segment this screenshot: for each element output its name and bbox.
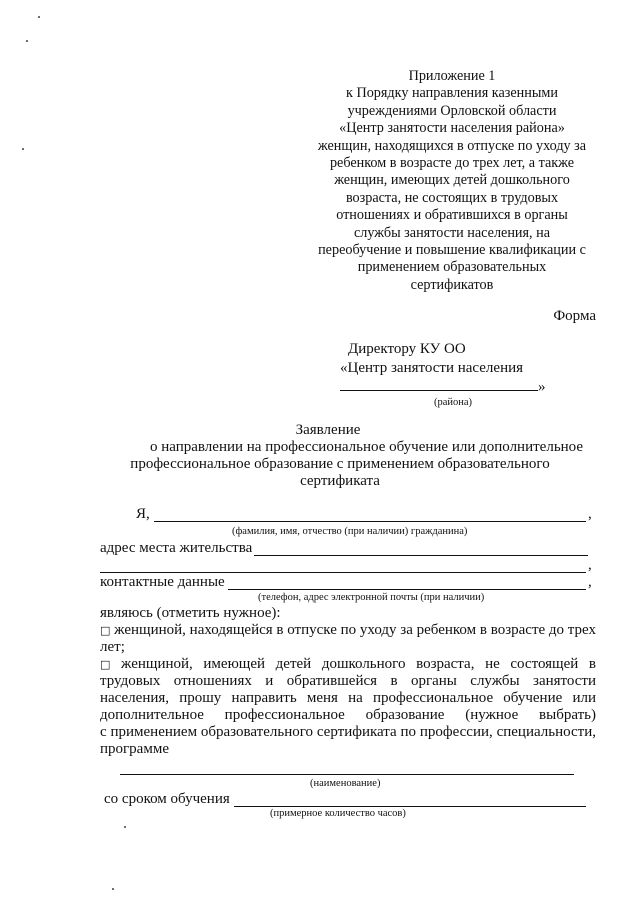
option-2-checkbox[interactable]: □ xyxy=(100,658,111,671)
option-1-checkbox[interactable]: □ xyxy=(100,624,111,637)
name-field[interactable] xyxy=(154,521,586,522)
option-1-text-cont: лет; xyxy=(100,639,125,655)
appendix-line: «Центр занятости населения района» xyxy=(339,120,565,137)
option-2-text: женщиной, имеющей детей дошкольного возраста, не состоящей в xyxy=(121,656,597,672)
i-label: Я, xyxy=(136,506,150,522)
appendix-line: отношениях и обратившихся в органы xyxy=(336,207,568,224)
closing-quote: » xyxy=(538,379,546,395)
appendix-line: к Порядку направления казенными xyxy=(346,85,558,102)
addressee-line-2: «Центр занятости населения xyxy=(340,360,524,376)
addressee-line-1: Директору КУ ОО xyxy=(348,341,466,357)
program-name-field[interactable] xyxy=(120,774,574,775)
contacts-caption: (телефон, адрес электронной почты (при наличии) xyxy=(258,592,485,603)
option-1 xyxy=(100,622,596,656)
being-label: являюсь (отметить нужное): xyxy=(100,605,281,621)
scan-speck xyxy=(38,16,40,18)
appendix-line: сертификатов xyxy=(410,276,494,293)
scan-speck xyxy=(22,148,24,150)
appendix-header xyxy=(296,68,608,294)
option-2-text: населения, прошу направить меня на профессиональное обучение или xyxy=(100,690,596,706)
scan-speck xyxy=(26,40,28,42)
appendix-line: переобучение и повышение квалификации с xyxy=(318,242,586,259)
statement-subtitle-line: профессиональное образование с применением образовательного xyxy=(130,456,550,472)
district-caption: (района) xyxy=(434,397,473,408)
appendix-line: женщин, находящихся в отпуске по уходу за xyxy=(317,137,587,154)
statement-title: Заявление xyxy=(295,422,361,438)
option-2-text: трудовых отношениях и обратившейся в органы службы занятости xyxy=(100,673,596,689)
contacts-label: контактные данные xyxy=(100,574,225,590)
comma: , xyxy=(588,557,592,573)
address-field-line-2[interactable] xyxy=(100,572,586,573)
appendix-line: возраста, не состоящих в трудовых xyxy=(345,189,559,206)
option-1-text: женщиной, находящейся в отпуске по уходу за ребенком в возрасте до трех xyxy=(114,622,597,638)
address-field[interactable] xyxy=(254,555,588,556)
appendix-line: женщин, имеющих детей дошкольного xyxy=(334,172,570,189)
scan-speck xyxy=(124,826,126,828)
option-2-text: с применением образовательного сертификата по профессии, специальности, xyxy=(100,724,596,740)
appendix-line: ребенком в возрасте до трех лет, а также xyxy=(329,155,575,172)
appendix-line: Приложение 1 xyxy=(408,68,496,84)
program-caption: (наименование) xyxy=(310,778,381,789)
district-field[interactable] xyxy=(340,378,538,391)
appendix-line: учреждениями Орловской области xyxy=(347,102,557,119)
comma: , xyxy=(588,574,592,590)
appendix-line: службы занятости населения, на xyxy=(353,224,551,241)
term-caption: (примерное количество часов) xyxy=(270,808,406,819)
form-label: Форма xyxy=(553,308,596,324)
option-2 xyxy=(100,656,596,758)
scan-speck xyxy=(112,888,114,890)
name-caption: (фамилия, имя, отчество (при наличии) гражданина) xyxy=(232,526,468,537)
comma: , xyxy=(588,506,592,522)
contacts-field[interactable] xyxy=(228,589,586,590)
statement-title-block xyxy=(120,422,584,490)
option-2-text: программе xyxy=(100,741,169,757)
address-label: адрес места жительства xyxy=(100,540,253,556)
statement-subtitle-line: о направлении на профессиональное обучение или дополнительное xyxy=(150,439,584,455)
option-2-text: дополнительное профессиональное образование (нужное выбрать) xyxy=(100,707,596,723)
appendix-line: применением образовательных xyxy=(357,259,547,276)
addressee-block xyxy=(330,340,546,409)
statement-subtitle-line: сертификата xyxy=(300,473,380,489)
term-label: со сроком обучения xyxy=(104,791,230,807)
term-field[interactable] xyxy=(234,806,586,807)
